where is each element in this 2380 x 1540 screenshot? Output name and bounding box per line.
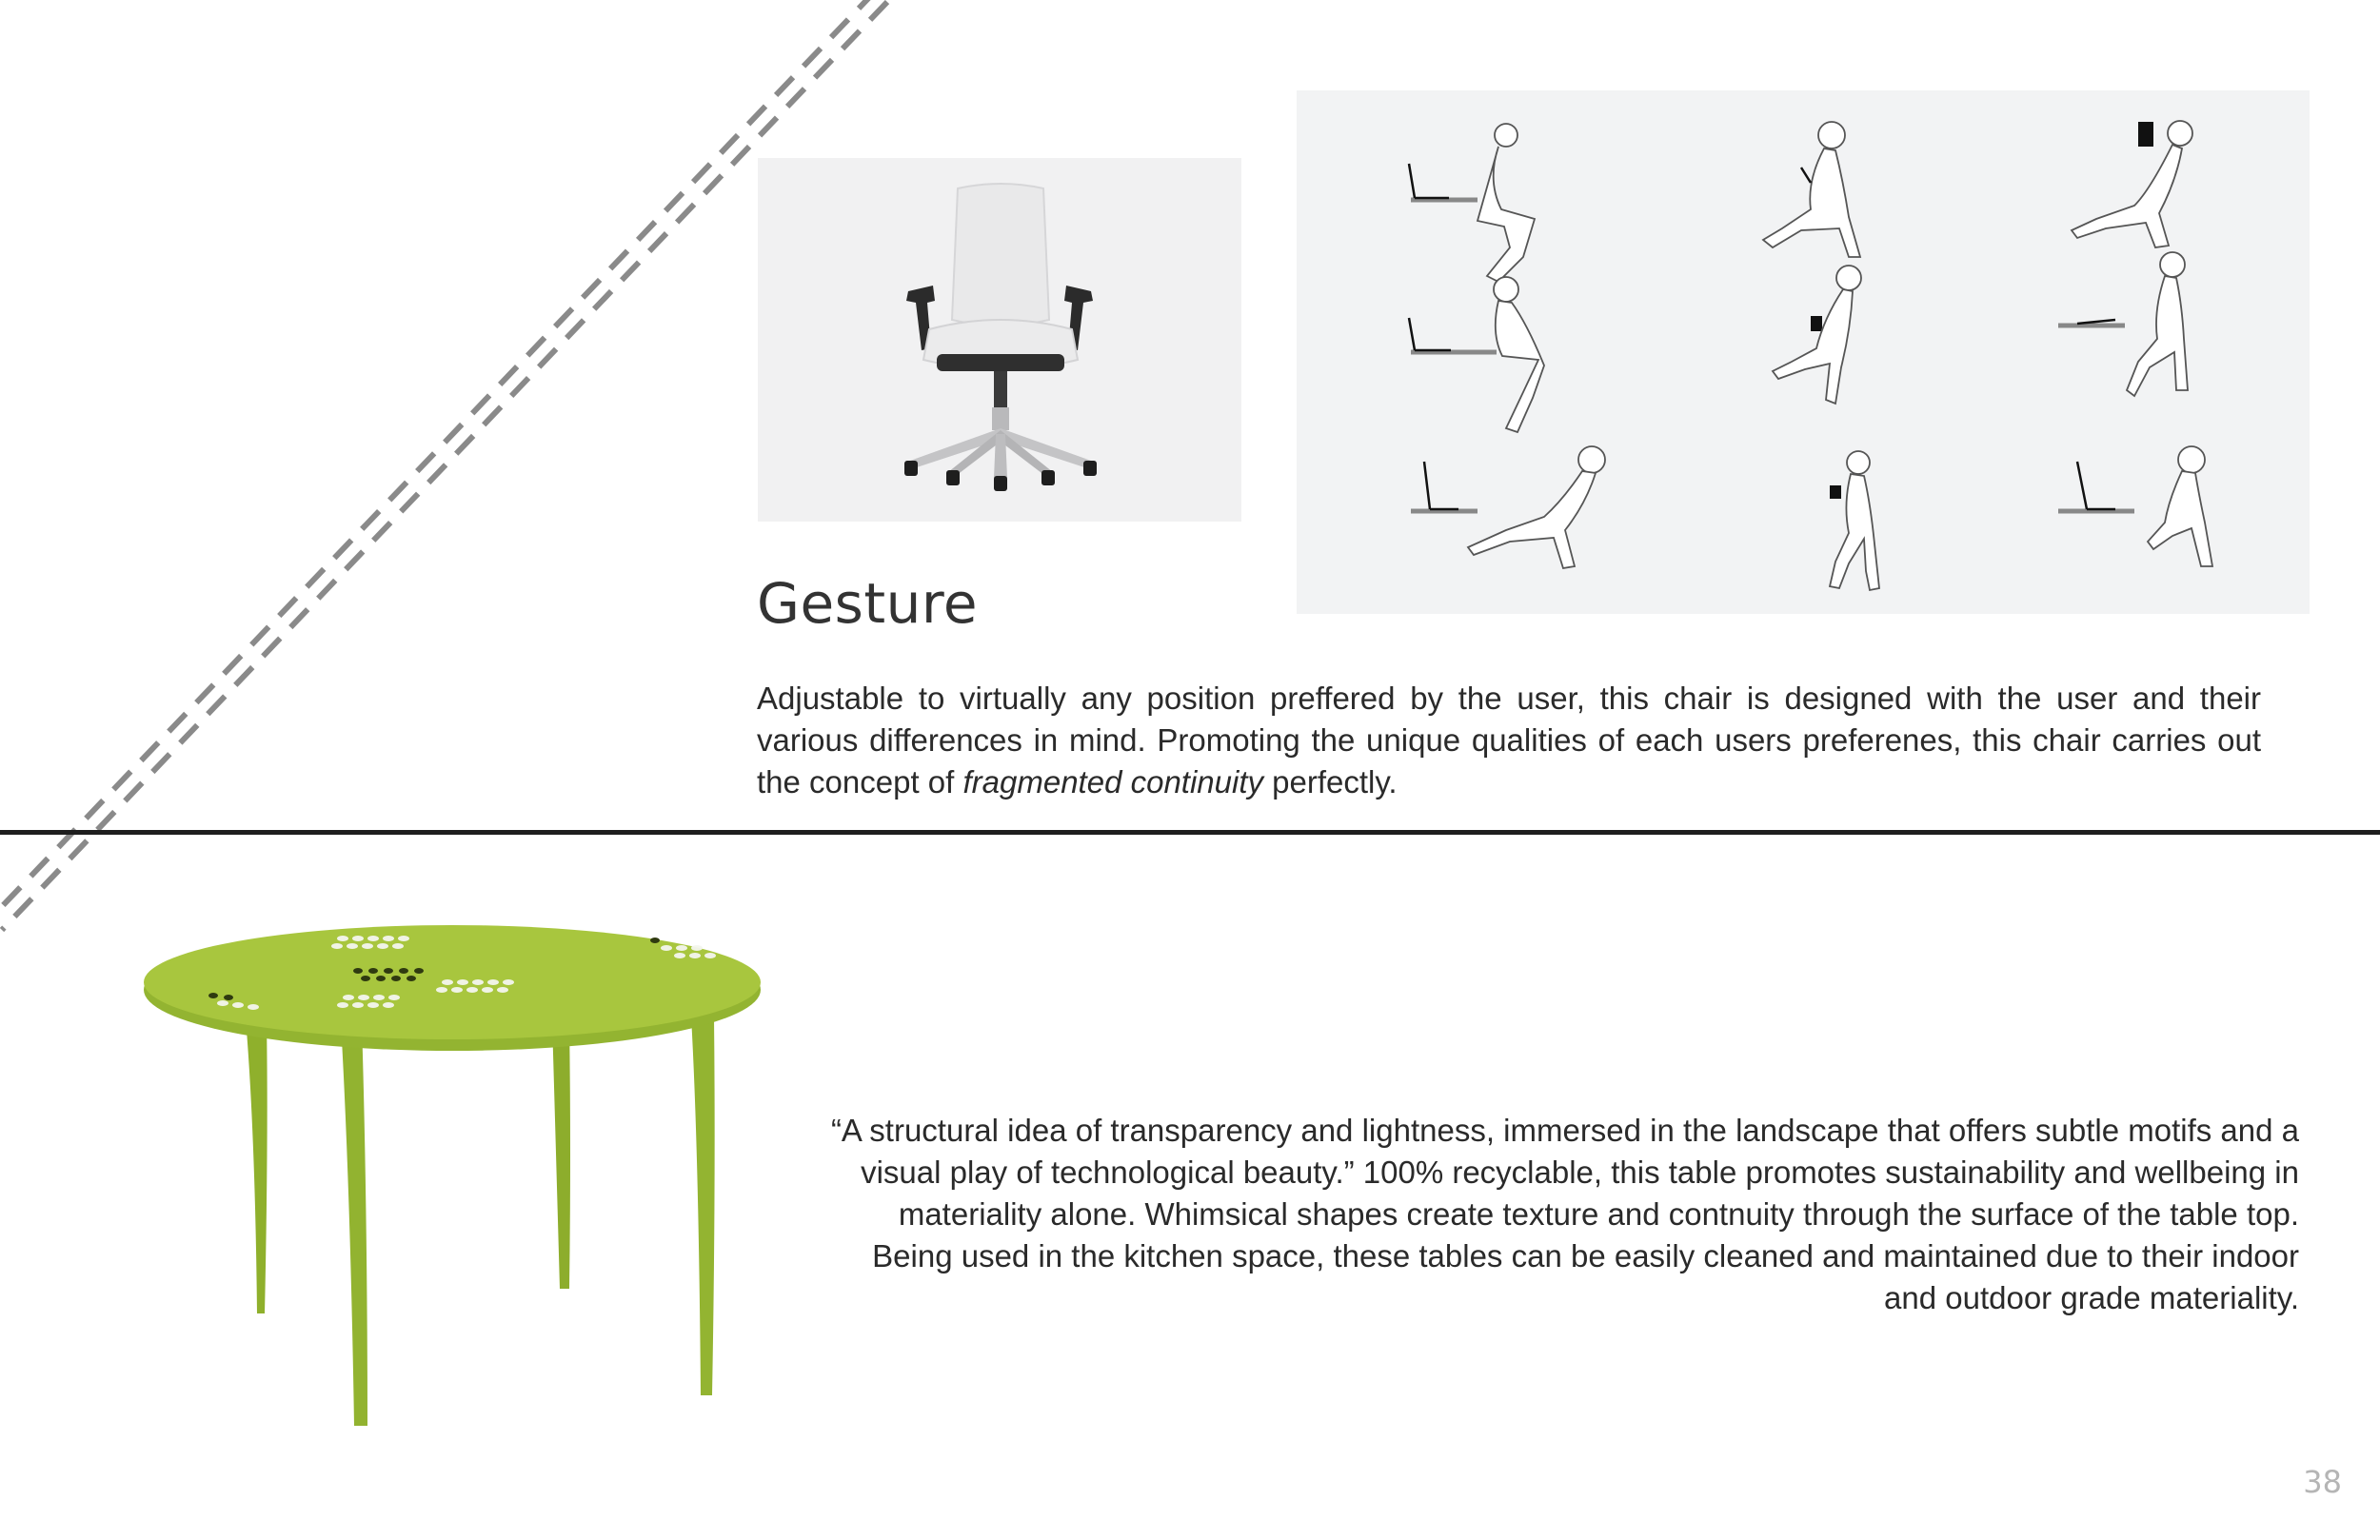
table-description: “A structural idea of transparency and lightness, immersed in the landscape that offers subtle motifs and a visual play of technological beauty.” 100% recyclable, this table promotes sustainability and wellbeing in materiality alone. Whimsical shapes create texture and contnuity through the surface of the table top. Being used in the kitchen space, these tables can be easily cleaned and maintained due to their indoor and outdoor grade materiality.: [830, 1113, 2299, 1315]
page-number: 38: [2303, 1464, 2342, 1500]
green-table-photo: [133, 904, 781, 1447]
pose-laptop-upright: [1409, 277, 1544, 432]
section-divider: [0, 830, 2380, 835]
pose-reclined-reading: [1763, 122, 1860, 257]
pose-laptop-desk: [1409, 124, 1535, 282]
pose-monitor-desk: [2058, 446, 2212, 566]
pose-writing-desk: [2058, 252, 2188, 396]
office-chair-illustration: [758, 158, 1241, 522]
gesture-description-ending: perfectly.: [1263, 764, 1398, 800]
pose-phone-lounging: [2072, 121, 2192, 247]
gesture-description-text: Adjustable to virtually any position preffered by the user, this chair is designed with the user and their various differences in mind. Promoting the unique qualities of each users preferenes, this chair carries out the concept of: [757, 681, 2261, 800]
posture-figures: [1297, 90, 2310, 614]
gesture-description-emphasis: fragmented continuity: [962, 764, 1263, 800]
gesture-poses-illustration: [1297, 90, 2310, 614]
section-title: Gesture: [757, 571, 979, 636]
chair-photo: [758, 158, 1241, 522]
pose-seated-phone: [1830, 451, 1879, 590]
gesture-description: [757, 678, 2261, 803]
pose-tablet-leaning: [1773, 266, 1861, 404]
pose-reclined-laptop: [1411, 446, 1605, 568]
